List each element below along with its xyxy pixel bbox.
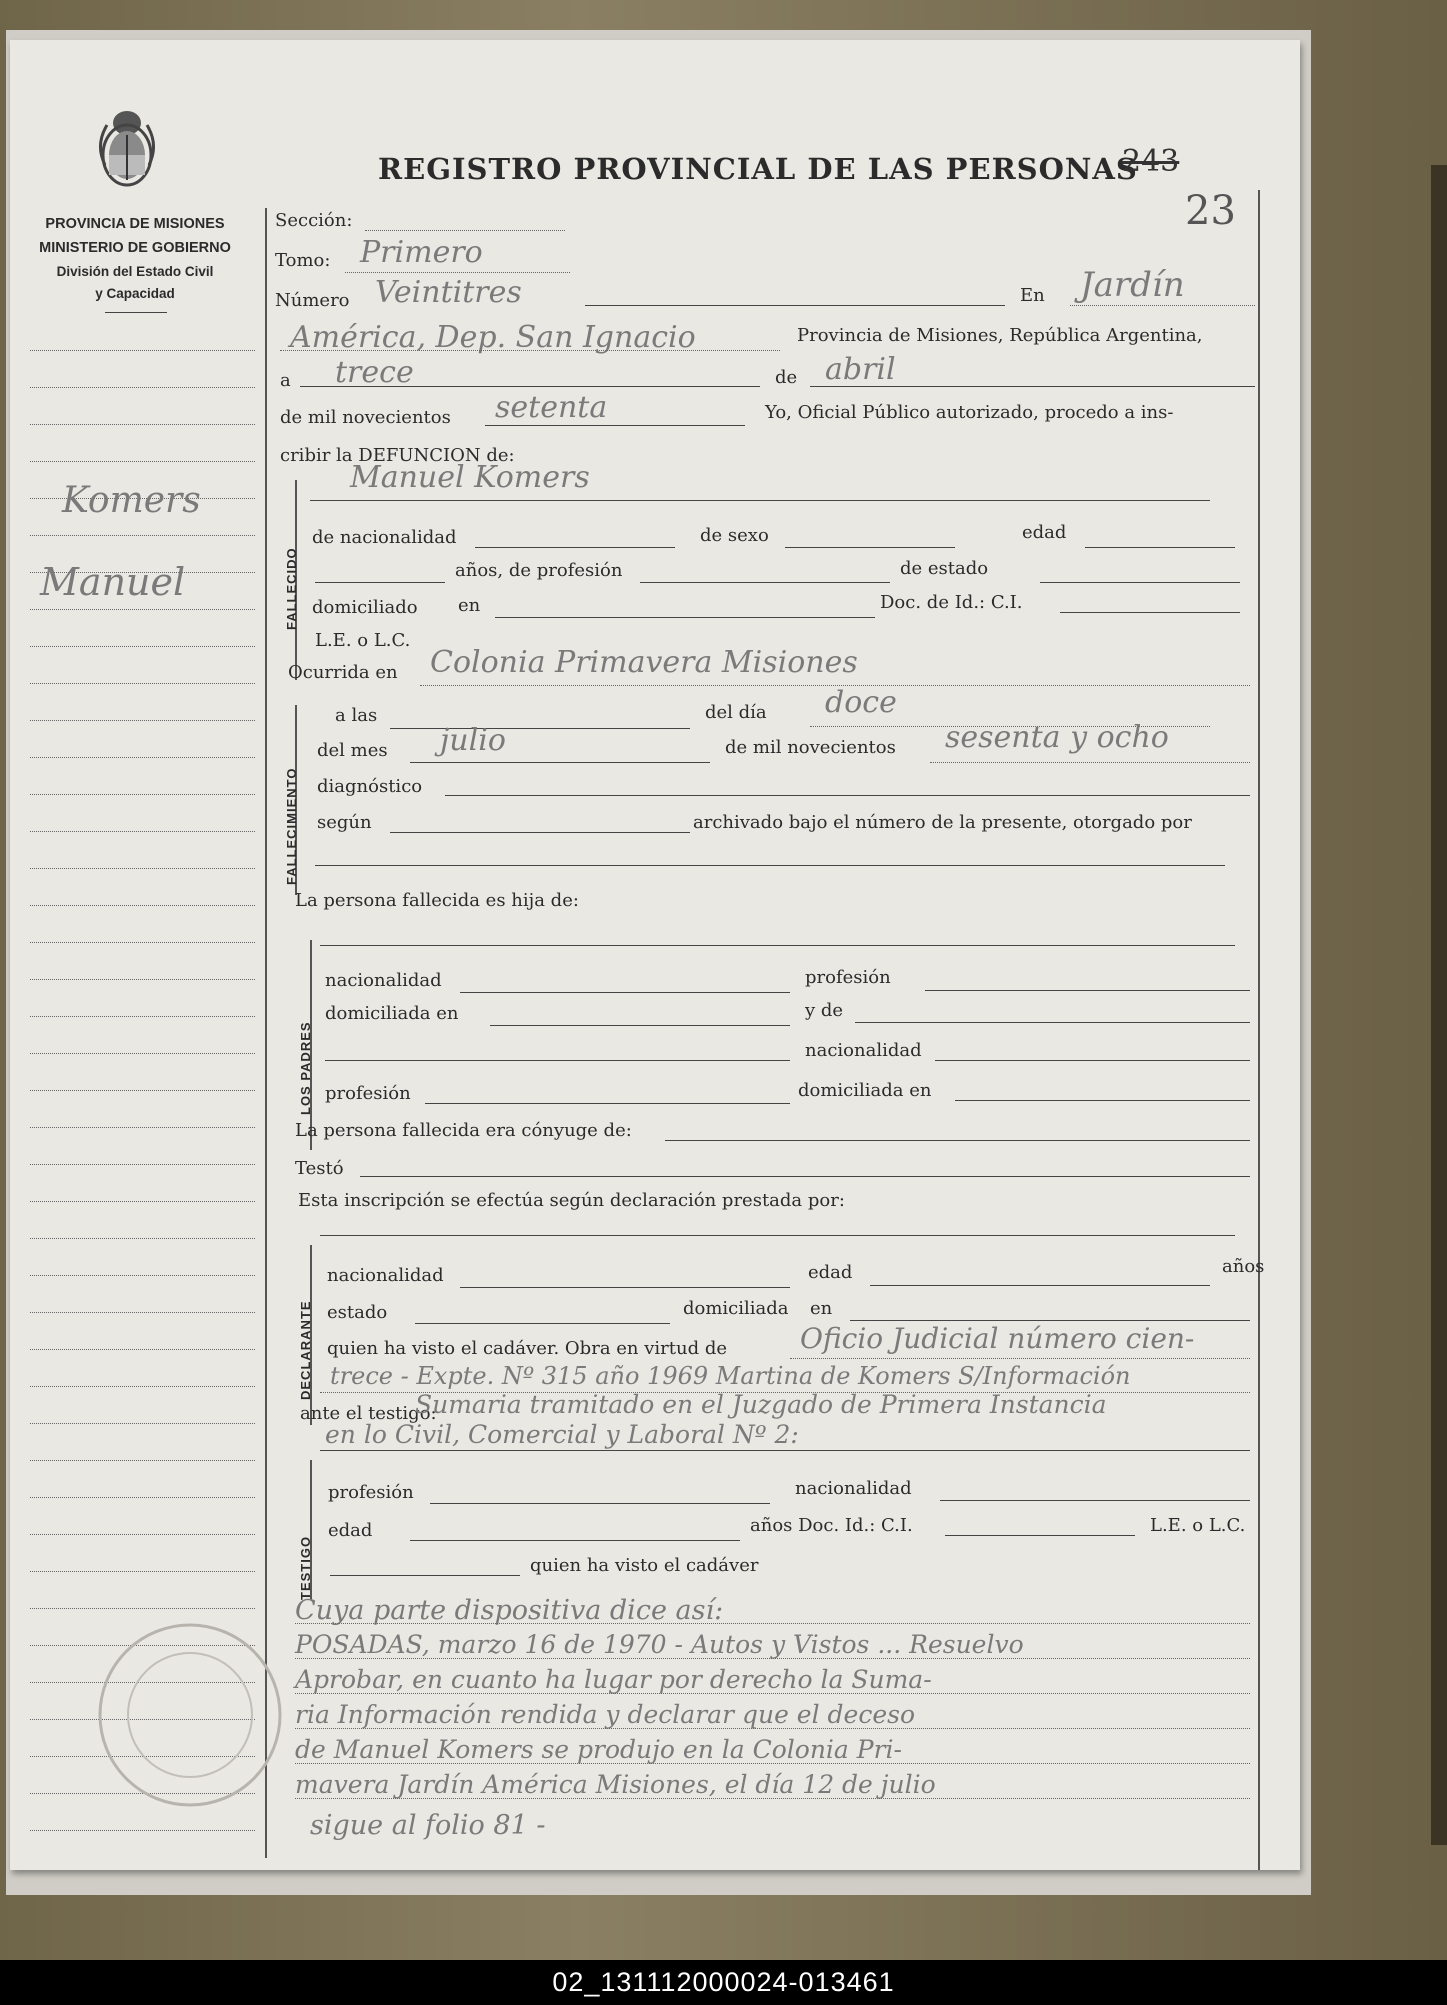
- label-d-edad: edad: [808, 1262, 853, 1283]
- label-sexo: de sexo: [700, 525, 769, 546]
- margin-name: Manuel: [40, 560, 186, 604]
- hw-nota-7: sigue al folio 81 -: [310, 1810, 546, 1841]
- label-yo-oficial: Yo, Oficial Público autorizado, procedo a ins-: [765, 402, 1174, 423]
- label-p-domiciliada2: domiciliada en: [798, 1080, 932, 1101]
- folio-number: 23: [1185, 188, 1236, 234]
- label-domiciliado: domiciliado: [312, 597, 418, 618]
- registry-page: [10, 40, 1300, 1870]
- note-rule: [295, 1763, 1250, 1764]
- margin-rule: [30, 720, 255, 721]
- margin-rule: [30, 1127, 255, 1128]
- label-t-anios-doc: años Doc. Id.: C.I.: [750, 1515, 913, 1536]
- line-de: [810, 386, 1255, 387]
- margin-rule: [30, 646, 255, 647]
- line-t-doc: [945, 1535, 1135, 1536]
- label-ocurrida: Ocurrida en: [288, 662, 398, 683]
- label-edad: edad: [1022, 522, 1067, 543]
- hw-nota-5: de Manuel Komers se produjo en la Colonia Pri-: [295, 1735, 902, 1764]
- binder-spine: [1431, 165, 1447, 1845]
- side-label-fallecimiento: FALLECIMIENTO: [284, 767, 299, 885]
- line-anio-fall: [930, 762, 1250, 763]
- line-t-nombre: [330, 1575, 520, 1576]
- margin-rule: [30, 609, 255, 610]
- label-esta-insc: Esta inscripción se efectúa según declaración prestada por:: [298, 1190, 845, 1211]
- line-doc: [1060, 612, 1240, 613]
- line-p-yde: [855, 1022, 1250, 1023]
- margin-rule: [30, 1349, 255, 1350]
- label-hija-de: La persona fallecida es hija de:: [295, 890, 579, 911]
- side-label-testigo: TESTIGO: [298, 1535, 313, 1600]
- line-p-profesion2: [425, 1103, 790, 1104]
- note-rule: [295, 1623, 1250, 1624]
- line-domicilio: [495, 617, 875, 618]
- line-padre: [320, 945, 1235, 946]
- note-rule: [295, 1728, 1250, 1729]
- margin-rule: [30, 535, 255, 536]
- line-p-nacionalidad2: [935, 1060, 1250, 1061]
- label-t-quien: quien ha visto el cadáver: [530, 1555, 759, 1576]
- line-t-profesion: [430, 1503, 770, 1504]
- note-rule: [295, 1658, 1250, 1659]
- label-t-profesion: profesión: [328, 1482, 414, 1503]
- hw-en: Jardín: [1080, 265, 1185, 305]
- margin-rule: [30, 1571, 255, 1572]
- line-p-domiciliada2: [955, 1100, 1250, 1101]
- line-p-domiciliada: [490, 1025, 790, 1026]
- margin-rule: [30, 868, 255, 869]
- line-nombre: [310, 500, 1210, 501]
- label-del-mes: del mes: [317, 740, 388, 761]
- margin-rule: [30, 1423, 255, 1424]
- label-de: de: [775, 367, 798, 388]
- label-d-en: en: [810, 1298, 833, 1319]
- margin-rule: [30, 1386, 255, 1387]
- label-archivado: archivado bajo el número de la presente, otorgado por: [693, 812, 1192, 833]
- label-seccion: Sección:: [275, 210, 353, 231]
- line-oficio-1: [790, 1358, 1250, 1359]
- header-division: División del Estado Civil: [56, 264, 214, 279]
- label-del-dia: del día: [705, 702, 767, 723]
- margin-rule: [30, 831, 255, 832]
- line-testo: [360, 1176, 1250, 1177]
- margin-rule: [30, 387, 255, 388]
- hw-lugar: América, Dep. San Ignacio: [290, 320, 696, 355]
- label-nacionalidad: de nacionalidad: [312, 527, 457, 548]
- side-label-declarante: DECLARANTE: [298, 1300, 313, 1400]
- line-en: [1070, 305, 1255, 306]
- margin-rule: [30, 1608, 255, 1609]
- margin-rule: [30, 1275, 255, 1276]
- hw-oficio-3: Sumaria tramitado en el Juzgado de Primera Instancia: [415, 1390, 1107, 1419]
- margin-rule: [30, 794, 255, 795]
- margin-rule: [30, 1460, 255, 1461]
- hw-ocurrida: Colonia Primavera Misiones: [430, 645, 858, 680]
- line-segun: [390, 832, 690, 833]
- header-underline: [105, 312, 167, 313]
- margin-rule: [30, 1534, 255, 1535]
- margin-rule: [30, 424, 255, 425]
- margin-rule: [30, 1497, 255, 1498]
- label-testo: Testó: [295, 1158, 344, 1179]
- margin-rule: [30, 1238, 255, 1239]
- hw-nota-1: Cuya parte dispositiva dice así:: [295, 1595, 724, 1626]
- line-numero: [585, 305, 1005, 306]
- line-p-nacionalidad: [460, 992, 790, 993]
- margin-rule: [30, 461, 255, 462]
- label-provincia: Provincia de Misiones, República Argentina,: [797, 325, 1203, 346]
- line-lugar: [280, 350, 780, 351]
- header-capacity: y Capacidad: [95, 286, 175, 301]
- image-id-footer: 02_131112000024-013461: [0, 1960, 1447, 2005]
- note-rule: [295, 1798, 1250, 1799]
- line-mes: [410, 762, 710, 763]
- label-de-mil2: de mil novecientos: [725, 737, 896, 758]
- margin-rule: [30, 979, 255, 980]
- label-p-yde: y de: [805, 1000, 844, 1021]
- label-p-profesion: profesión: [805, 967, 891, 988]
- line-testigo: [320, 1450, 1250, 1451]
- form-title: REGISTRO PROVINCIAL DE LAS PERSONAS: [378, 152, 1138, 186]
- label-p-domiciliada: domiciliada en: [325, 1003, 459, 1024]
- label-a-las: a las: [335, 705, 378, 726]
- label-de-mil: de mil novecientos: [280, 407, 451, 428]
- hw-nota-2: POSADAS, marzo 16 de 1970 - Autos y Vistos ... Resuelvo: [295, 1630, 1024, 1659]
- margin-rule: [30, 905, 255, 906]
- label-en: En: [1020, 285, 1045, 306]
- hw-nombre: Manuel Komers: [350, 460, 590, 495]
- margin-surname: Komers: [62, 480, 201, 521]
- hw-de: abril: [825, 352, 896, 387]
- margin-rule: [30, 942, 255, 943]
- hw-nota-3: Aprobar, en cuanto ha lugar por derecho la Suma-: [295, 1665, 932, 1694]
- label-tomo: Tomo:: [275, 250, 331, 271]
- right-border: [1258, 190, 1260, 1870]
- label-t-edad: edad: [328, 1520, 373, 1541]
- label-segun: según: [317, 812, 372, 833]
- label-p-nacionalidad2: nacionalidad: [805, 1040, 922, 1061]
- line-prof: [640, 582, 890, 583]
- label-quien-visto: quien ha visto el cadáver. Obra en virtud de: [327, 1338, 728, 1359]
- label-d-nacionalidad: nacionalidad: [327, 1265, 444, 1286]
- official-seal-stamp: [90, 1615, 290, 1815]
- line-seccion: [365, 230, 565, 231]
- line-tomo: [345, 272, 570, 273]
- header-province: PROVINCIA DE MISIONES: [45, 216, 225, 232]
- hw-nota-6: mavera Jardín América Misiones, el día 12 de julio: [295, 1770, 936, 1799]
- label-doc: Doc. de Id.: C.I.: [880, 592, 1023, 613]
- margin-rule: [30, 1312, 255, 1313]
- hw-oficio-1: Oficio Judicial número cien-: [800, 1322, 1195, 1355]
- side-label-padres: LOS PADRES: [298, 1021, 313, 1115]
- line-madre: [325, 1060, 790, 1061]
- hw-oficio-2: trece - Expte. Nº 315 año 1969 Martina de Komers S/Información: [330, 1362, 1131, 1390]
- hw-anio-fall: sesenta y ocho: [945, 720, 1169, 755]
- hw-mes: julio: [440, 723, 506, 758]
- line-d-estado: [415, 1323, 670, 1324]
- margin-rule: [30, 350, 255, 351]
- line-p-profesion: [925, 990, 1250, 991]
- label-conyuge: La persona fallecida era cónyuge de:: [295, 1120, 632, 1141]
- hw-dia: doce: [825, 685, 897, 720]
- margin-rule: [30, 757, 255, 758]
- line-diagnostico: [445, 795, 1250, 796]
- line-otorgado: [315, 865, 1225, 866]
- margin-rule: [30, 1164, 255, 1165]
- label-d-anios: años: [1222, 1256, 1265, 1277]
- label-de-estado: de estado: [900, 558, 989, 579]
- label-diagnostico: diagnóstico: [317, 776, 423, 797]
- label-d-domiciliada: domiciliada: [683, 1298, 789, 1319]
- line-nacionalidad: [475, 547, 675, 548]
- margin-rule: [30, 1090, 255, 1091]
- line-d-nacionalidad: [460, 1287, 790, 1288]
- hw-anio: setenta: [495, 390, 608, 425]
- hw-tomo: Primero: [360, 235, 483, 270]
- line-d-en: [850, 1320, 1250, 1321]
- label-en2: en: [458, 595, 481, 616]
- line-estado: [1040, 582, 1240, 583]
- margin-rule: [30, 1830, 255, 1831]
- line-t-nacionalidad: [940, 1500, 1250, 1501]
- hw-oficio-4: en lo Civil, Comercial y Laboral Nº 2:: [325, 1420, 799, 1449]
- coat-of-arms-icon: [95, 95, 160, 195]
- label-t-le: L.E. o L.C.: [1150, 1515, 1246, 1536]
- line-t-edad: [410, 1540, 740, 1541]
- struck-number: 243: [1122, 144, 1180, 179]
- margin-rule: [30, 683, 255, 684]
- line-d-edad: [870, 1285, 1210, 1286]
- margin-rule: [30, 1053, 255, 1054]
- label-a: a: [280, 370, 291, 391]
- line-sexo: [785, 547, 955, 548]
- line-conyuge: [665, 1140, 1250, 1141]
- label-anios-prof: años, de profesión: [455, 560, 623, 581]
- label-le-lc: L.E. o L.C.: [315, 630, 411, 651]
- line-anio: [485, 425, 745, 426]
- hw-numero: Veintitres: [375, 275, 522, 310]
- margin-rule: [30, 1016, 255, 1017]
- label-cribir: cribir la DEFUNCION de:: [280, 445, 515, 466]
- side-label-fallecido: FALLECIDO: [284, 547, 299, 630]
- line-declarante: [320, 1235, 1235, 1236]
- label-p-profesion2: profesión: [325, 1083, 411, 1104]
- hw-a: trece: [335, 355, 414, 390]
- label-p-nacionalidad: nacionalidad: [325, 970, 442, 991]
- line-a-las: [390, 728, 690, 729]
- hw-nota-4: ria Información rendida y declarar que el deceso: [295, 1700, 916, 1729]
- header-ministry: MINISTERIO DE GOBIERNO: [39, 240, 231, 256]
- note-rule: [295, 1693, 1250, 1694]
- line-anios: [315, 582, 445, 583]
- label-t-nacionalidad: nacionalidad: [795, 1478, 912, 1499]
- label-ante-testigo: ante el testigo:: [300, 1403, 437, 1424]
- margin-divider: [265, 208, 267, 1858]
- label-numero: Número: [275, 290, 350, 311]
- label-d-estado: estado: [327, 1302, 388, 1323]
- margin-rule: [30, 1201, 255, 1202]
- line-a: [300, 386, 760, 387]
- line-edad: [1085, 547, 1235, 548]
